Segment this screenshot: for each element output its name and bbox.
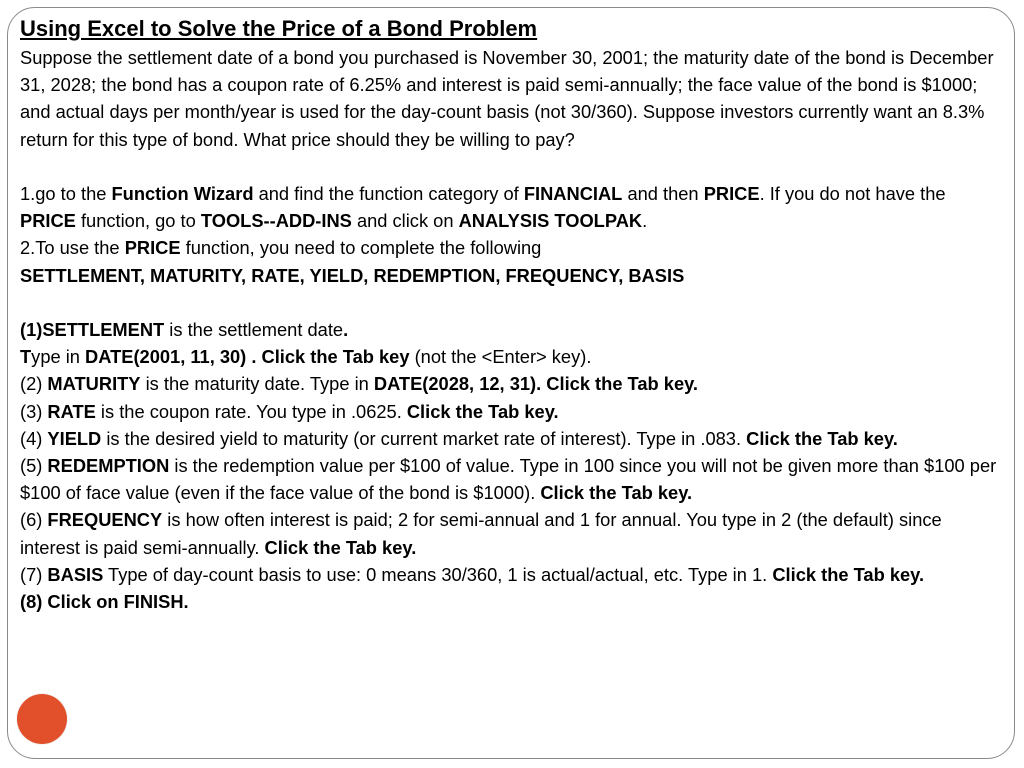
- argument-list: SETTLEMENT, MATURITY, RATE, YIELD, REDEMPTION, FREQUENCY, BASIS: [20, 264, 685, 286]
- item-yield: (4) YIELD is the desired yield to maturity (or current market rate of interest). Type in .083. Click the Tab key.: [20, 427, 898, 449]
- slide: [7, 7, 1015, 759]
- item-settlement-instruction: Type in DATE(2001, 11, 30) . Click the Tab key (not the <Enter> key).: [20, 346, 592, 368]
- step-1: 1.go to the Function Wizard and find the function category of FINANCIAL and then PRICE. If you do not have the PRICE function, go to TOOLS--ADD-INS and click on ANALYSIS TOOLPAK.: [20, 183, 946, 232]
- item-finish: (8) Click on FINISH.: [20, 591, 189, 613]
- slide-nav-button[interactable]: [17, 694, 67, 744]
- blank-line: [20, 289, 1000, 316]
- problem-statement: Suppose the settlement date of a bond you purchased is November 30, 2001; the maturity date of the bond is December 31, 2028; the bond has a coupon rate of 6.25% and interest is paid semi-annually; the face value of the bond is $1000; and actual days per month/year is used for the day-count basis (not 30/360). Suppose investors currently want an 8.3% return for this type of bond. What price should they be willing to pay?: [20, 47, 994, 150]
- item-maturity: (2) MATURITY is the maturity date. Type in DATE(2028, 12, 31). Click the Tab key.: [20, 373, 699, 395]
- item-rate: (3) RATE is the coupon rate. You type in .0625. Click the Tab key.: [20, 400, 559, 422]
- slide-content: [20, 14, 1000, 615]
- item-basis: (7) BASIS Type of day-count basis to use: 0 means 30/360, 1 is actual/actual, etc. Type in 1. Click the Tab key.: [20, 563, 925, 585]
- slide-title: Using Excel to Solve the Price of a Bond Problem: [20, 16, 538, 41]
- item-settlement: (1)SETTLEMENT is the settlement date.: [20, 319, 349, 340]
- item-frequency: (6) FREQUENCY is how often interest is paid; 2 for semi-annual and 1 for annual. You type in 2 (the default) since interest is paid semi-annually. Click the Tab key.: [20, 509, 942, 558]
- step-2: 2.To use the PRICE function, you need to complete the following: [20, 237, 542, 259]
- item-redemption: (5) REDEMPTION is the redemption value per $100 of value. Type in 100 since you will not be given more than $100 per $100 of face value (even if the face value of the bond is $1000). Click the Tab key.: [20, 455, 997, 504]
- blank-line: [20, 153, 1000, 180]
